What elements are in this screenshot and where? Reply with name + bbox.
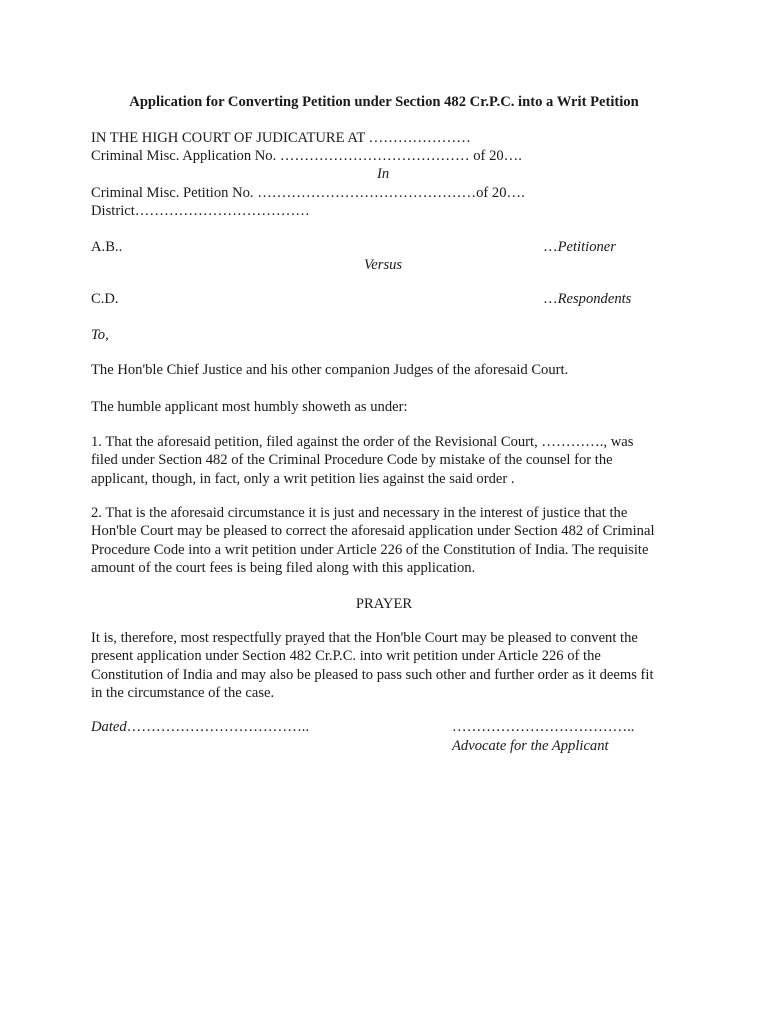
petitioner-role — [543, 238, 616, 256]
respondents-dots: … — [543, 291, 558, 307]
paragraph-2-line: Hon'ble Court may be pleased to correct the aforesaid application under Section 482 of Criminal — [91, 523, 655, 540]
paragraph-2-line: 2. That is the aforesaid circumstance it is just and necessary in the interest of justice that the — [91, 505, 628, 521]
dated-dots: ……………………………….. — [126, 719, 310, 735]
to-label: To, — [91, 327, 109, 343]
dated-line — [91, 718, 309, 736]
paragraph-1 — [91, 433, 681, 488]
signature-dots: ……………………………….. — [452, 719, 635, 735]
prayer-line: present application under Section 482 Cr.P.C. into writ petition under Article 226 of the — [91, 648, 601, 665]
paragraph-1-line: applicant, though, in fact, only a writ petition lies against the said order . — [91, 470, 515, 487]
prayer-heading: PRAYER — [355, 596, 413, 612]
prayer-paragraph — [91, 629, 681, 702]
respondents-label: Respondents — [557, 291, 632, 307]
paragraph-2 — [91, 504, 681, 577]
paragraph-1-line: 1. That the aforesaid petition, filed against the order of the Revisional Court, …………., was — [91, 434, 634, 450]
in-label: In — [377, 166, 390, 182]
paragraph-2-line: amount of the court fees is being filed along with this application. — [91, 559, 476, 576]
respondents-role — [543, 290, 631, 308]
humble-showeth-line: The humble applicant most humbly showeth as under: — [91, 399, 408, 415]
petitioner-label: Petitioner — [557, 239, 616, 255]
petitioner-dots: … — [543, 239, 558, 255]
party-ab: A.B.. — [91, 239, 123, 255]
party-cd: C.D. — [91, 291, 119, 307]
prayer-line: Constitution of India and may also be pleased to pass such other and further order as it deems fit — [91, 666, 654, 683]
document-title: Application for Converting Petition under Section 482 Cr.P.C. into a Writ Petition — [129, 94, 639, 110]
petition-number-line: Criminal Misc. Petition No. ………………………………………of 20…. — [91, 185, 525, 201]
paragraph-1-line: filed under Section 482 of the Criminal Procedure Code by mistake of the counsel for the — [91, 452, 613, 469]
application-number-line: Criminal Misc. Application No. ………………………………… of 20…. — [91, 148, 522, 164]
versus-label: Versus — [364, 257, 403, 273]
dated-label: Dated — [91, 719, 127, 735]
district-line: District……………………………… — [91, 203, 310, 219]
addressee-line: The Hon'ble Chief Justice and his other companion Judges of the aforesaid Court. — [91, 362, 569, 378]
prayer-line: It is, therefore, most respectfully prayed that the Hon'ble Court may be pleased to convent the — [91, 630, 638, 646]
prayer-line: in the circumstance of the case. — [91, 684, 275, 701]
court-line: IN THE HIGH COURT OF JUDICATURE AT ………………… — [91, 130, 471, 146]
paragraph-2-line: Procedure Code into a writ petition under Article 226 of the Constitution of India. The requisite — [91, 541, 649, 558]
advocate-label: Advocate for the Applicant — [452, 738, 609, 754]
